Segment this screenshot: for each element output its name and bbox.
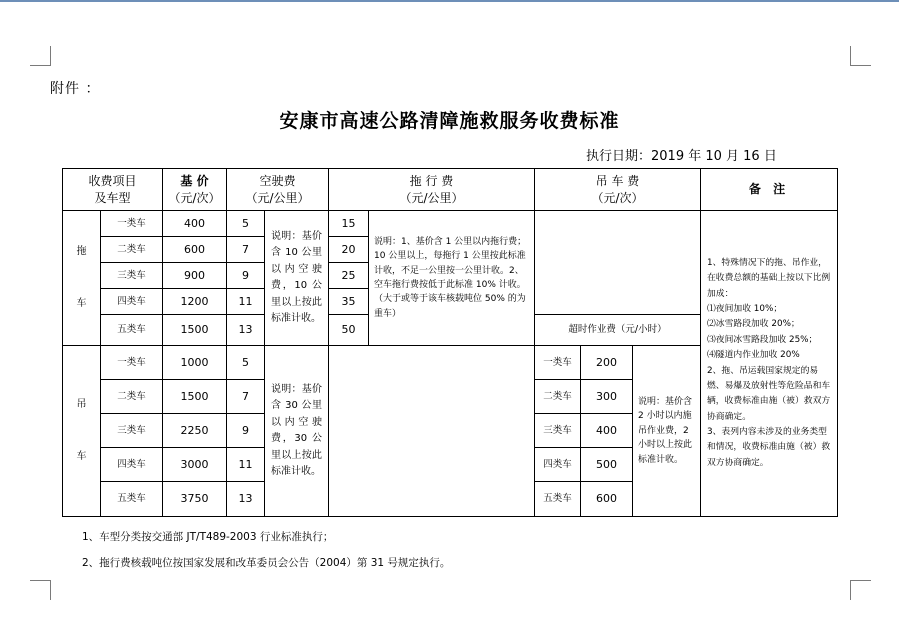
tow-empty: 13	[227, 315, 265, 346]
overtime-type: 一类车	[535, 346, 581, 380]
header-empty	[227, 169, 329, 211]
remark-line: ⑴夜间加收 10%；	[707, 303, 783, 314]
crane-group-label-top: 吊	[76, 399, 87, 410]
crop-mark-top-left-v	[50, 46, 51, 66]
crane-group-label-bottom: 车	[76, 451, 87, 462]
header-empty-line2: （元/公里）	[245, 190, 310, 205]
footnote-1: 1、车型分类按交通部 JT/T489-2003 行业标准执行；	[82, 531, 334, 543]
effective-date: 执行日期：2019 年 10 月 16 日	[586, 149, 777, 164]
overtime-note: 说明：基价含 2 小时以内施吊作业费，2 小时以上按此标准计收。	[633, 346, 701, 517]
crane-type: 四类车	[101, 448, 163, 482]
crane-type: 五类车	[101, 482, 163, 517]
overtime-header: 超时作业费（元/小时）	[535, 315, 701, 346]
tow-base: 1500	[163, 315, 227, 346]
crane-empty: 11	[227, 448, 265, 482]
tow-fee: 50	[329, 315, 369, 346]
remark-cell	[701, 211, 838, 517]
crane-fee-blank-top	[535, 211, 701, 315]
tow-empty: 5	[227, 211, 265, 237]
crane-type: 三类车	[101, 414, 163, 448]
crane-base: 3750	[163, 482, 227, 517]
footnote-2: 2、拖行费核载吨位按国家发展和改革委员会公告（2004）第 31 号规定执行。	[82, 557, 451, 569]
header-crane-line2: （元/次）	[591, 190, 644, 205]
tow-base: 600	[163, 237, 227, 263]
overtime-value: 200	[581, 346, 633, 380]
tow-base: 900	[163, 263, 227, 289]
overtime-value: 400	[581, 414, 633, 448]
overtime-value: 600	[581, 482, 633, 517]
remark-line: 1、特殊情况下的拖、吊作业，在收费总额的基础上按以下比例加成：	[707, 257, 831, 299]
window-top-border	[0, 0, 899, 2]
tow-fee: 35	[329, 289, 369, 315]
crane-empty: 7	[227, 380, 265, 414]
tow-type: 五类车	[101, 315, 163, 346]
header-tow-line2: （元/公里）	[399, 190, 464, 205]
tow-fee: 20	[329, 237, 369, 263]
crop-mark-top-left-h	[30, 65, 51, 66]
overtime-value: 300	[581, 380, 633, 414]
tow-fee: 25	[329, 263, 369, 289]
tow-type: 二类车	[101, 237, 163, 263]
tow-group-label-top: 拖	[76, 246, 87, 257]
crane-group-label	[63, 346, 101, 517]
crop-mark-bottom-left-h	[30, 580, 51, 581]
header-item	[63, 169, 163, 211]
header-base-line2: （元/次）	[168, 190, 221, 205]
header-crane	[535, 169, 701, 211]
crop-mark-top-right-v	[850, 46, 851, 66]
crop-mark-top-right-h	[850, 65, 871, 66]
tow-fee-note: 说明：1、基价含 1 公里以内拖行费；10 公里以上，每拖行 1 公里按此标准计收，不足一公里按一公里计收。2、空车拖行费按低于此标准 10% 计收。（大于或等于该车核载吨位 50% 的为重车）	[369, 211, 535, 346]
overtime-type: 五类车	[535, 482, 581, 517]
header-empty-line1: 空驶费	[259, 174, 296, 189]
tow-base: 1200	[163, 289, 227, 315]
tow-type: 一类车	[101, 211, 163, 237]
remark-line: 2、拖、吊运载国家规定的易燃、易爆及放射性等危险品和车辆，收费标准由施（被）救双方协商确定。	[707, 365, 831, 422]
header-base-line1: 基 价	[180, 174, 209, 189]
crop-mark-bottom-right-v	[850, 580, 851, 600]
remark-line: ⑷隧道内作业加收 20%	[707, 350, 800, 361]
crane-type: 二类车	[101, 380, 163, 414]
crop-mark-bottom-left-v	[50, 580, 51, 600]
tow-fee: 15	[329, 211, 369, 237]
crane-type: 一类车	[101, 346, 163, 380]
overtime-value: 500	[581, 448, 633, 482]
attachment-label: 附件 ：	[50, 81, 101, 97]
overtime-type: 二类车	[535, 380, 581, 414]
header-remark: 备 注	[701, 169, 838, 211]
crane-base: 2250	[163, 414, 227, 448]
crane-empty: 5	[227, 346, 265, 380]
remark-line: ⑵冰雪路段加收 20%；	[707, 319, 800, 330]
crane-empty: 13	[227, 482, 265, 517]
crane-empty-note: 说明：基价含 30 公里以内空驶费，30 公里以上按此标准计收。	[265, 346, 329, 517]
tow-group-label-bottom: 车	[76, 298, 87, 309]
tow-fee-blank-bottom	[329, 346, 535, 517]
tow-type: 四类车	[101, 289, 163, 315]
header-row	[63, 169, 838, 211]
tow-empty-note: 说明：基价含 10 公里以内空驶费，10 公里以上按此标准计收。	[265, 211, 329, 346]
page-title: 安康市高速公路清障施救服务收费标准	[279, 110, 620, 132]
tow-empty: 9	[227, 263, 265, 289]
tow-empty: 11	[227, 289, 265, 315]
header-base	[163, 169, 227, 211]
header-tow	[329, 169, 535, 211]
crane-empty: 9	[227, 414, 265, 448]
tow-base: 400	[163, 211, 227, 237]
tow-group-label	[63, 211, 101, 346]
remark-line: 3、表列内容未涉及的业务类型和情况，收费标准由施（被）救双方协商确定。	[707, 427, 831, 468]
tow-empty: 7	[227, 237, 265, 263]
crane-base: 1000	[163, 346, 227, 380]
header-item-line2: 及车型	[94, 190, 131, 205]
tow-type: 三类车	[101, 263, 163, 289]
fee-table	[62, 168, 838, 517]
remark-line: ⑶夜间冰雪路段加收 25%；	[707, 334, 818, 345]
overtime-type: 三类车	[535, 414, 581, 448]
header-tow-line1: 拖 行 费	[409, 174, 454, 189]
overtime-type: 四类车	[535, 448, 581, 482]
crane-base: 1500	[163, 380, 227, 414]
tow-row-1	[63, 211, 838, 237]
crane-base: 3000	[163, 448, 227, 482]
crop-mark-bottom-right-h	[850, 580, 871, 581]
header-item-line1: 收费项目	[88, 174, 137, 189]
header-crane-line1: 吊 车 费	[595, 174, 640, 189]
